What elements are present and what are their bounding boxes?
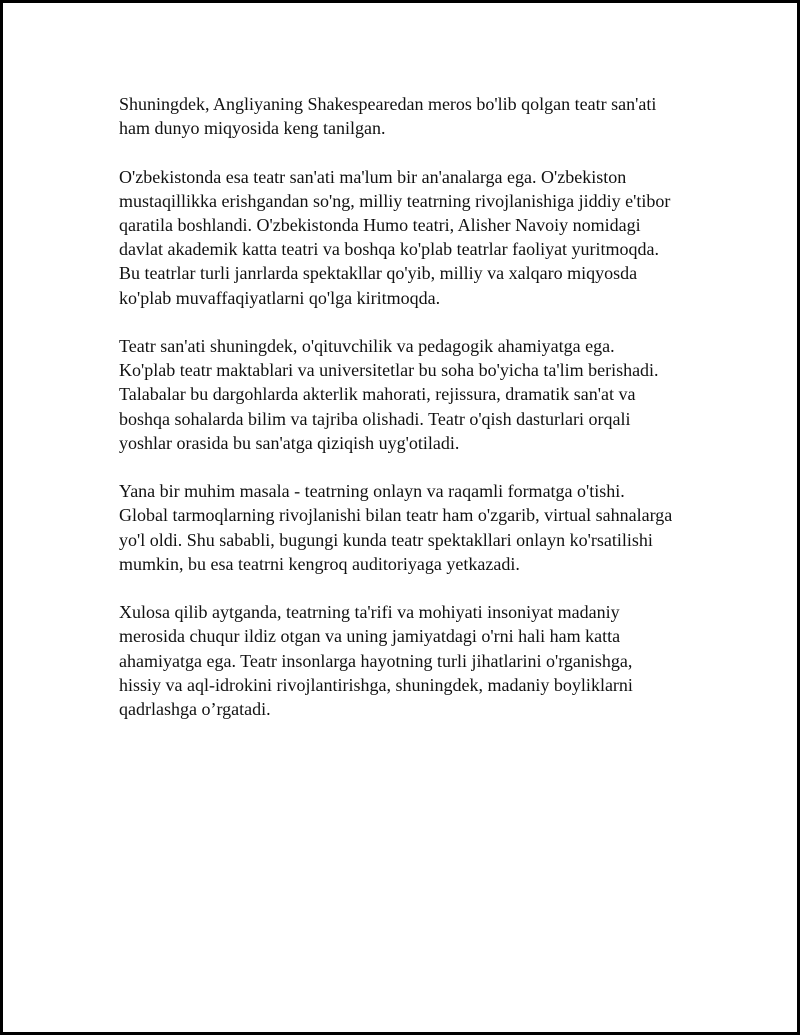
text-line: Xulosa qilib aytganda, teatrning ta'rifi va mohiyati insoniyat madaniy (119, 602, 620, 623)
text-line: ko'plab muvaffaqiyatlarni qo'lga kiritmoqda. (119, 287, 441, 308)
text-line: Global tarmoqlarning rivojlanishi bilan teatr ham o'zgarib, virtual sahnalarga (119, 505, 673, 526)
paragraph-1 (119, 92, 719, 140)
text-line: ahamiyatga ega. Teatr insonlarga hayotning turli jihatlarini o'rganishga, (119, 650, 633, 671)
text-line: ham dunyo miqyosida keng tanilgan. (119, 118, 386, 139)
text-line: O'zbekistonda esa teatr san'ati ma'lum bir an'analarga ega. O'zbekiston (119, 166, 627, 187)
paragraph-5 (119, 600, 719, 721)
text-line: hissiy va aql-idrokini rivojlantirishga, shuningdek, madaniy boyliklarni (119, 674, 633, 695)
document-body (119, 92, 719, 745)
text-line: Yana bir muhim masala - teatrning onlayn va raqamli formatga o'tishi. (119, 481, 625, 502)
paragraph-2 (119, 165, 719, 310)
text-line: boshqa sohalarda bilim va tajriba olishadi. Teatr o'qish dasturlari orqali (119, 408, 631, 429)
text-line: mumkin, bu esa teatrni kengroq auditoriyaga yetkazadi. (119, 553, 520, 574)
text-line: merosida chuqur ildiz otgan va uning jamiyatdagi o'rni hali ham katta (119, 626, 621, 647)
text-line: Shuningdek, Angliyaning Shakespearedan meros bo'lib qolgan teatr san'ati (119, 94, 657, 114)
text-line: Bu teatrlar turli janrlarda spektakllar qo'yib, milliy va xalqaro miqyosda (119, 263, 638, 284)
text-line: mustaqillikka erishgandan so'ng, milliy teatrning rivojlanishiga jiddiy e'tibor (119, 190, 671, 211)
text-line: Talabalar bu dargohlarda akterlik mahorati, rejissura, dramatik san'at va (119, 384, 636, 405)
text-line: Teatr san'ati shuningdek, o'qituvchilik va pedagogik ahamiyatga ega. (119, 336, 615, 356)
text-line: Ko'plab teatr maktablari va universitetlar bu soha bo'yicha ta'lim berishadi. (119, 360, 659, 381)
text-line: qadrlashga o’rgatadi. (119, 699, 271, 720)
text-line: davlat akademik katta teatri va boshqa ko'plab teatrlar faoliyat yuritmoqda. (119, 239, 660, 260)
paragraph-3 (119, 334, 719, 455)
text-line: yoshlar orasida bu san'atga qiziqish uyg'otiladi. (119, 432, 460, 453)
paragraph-4 (119, 479, 719, 576)
text-line: yo'l oldi. Shu sababli, bugungi kunda teatr spektakllari onlayn ko'rsatilishi (119, 529, 653, 550)
text-line: qaratila boshlandi. O'zbekistonda Humo teatri, Alisher Navoiy nomidagi (119, 215, 641, 235)
